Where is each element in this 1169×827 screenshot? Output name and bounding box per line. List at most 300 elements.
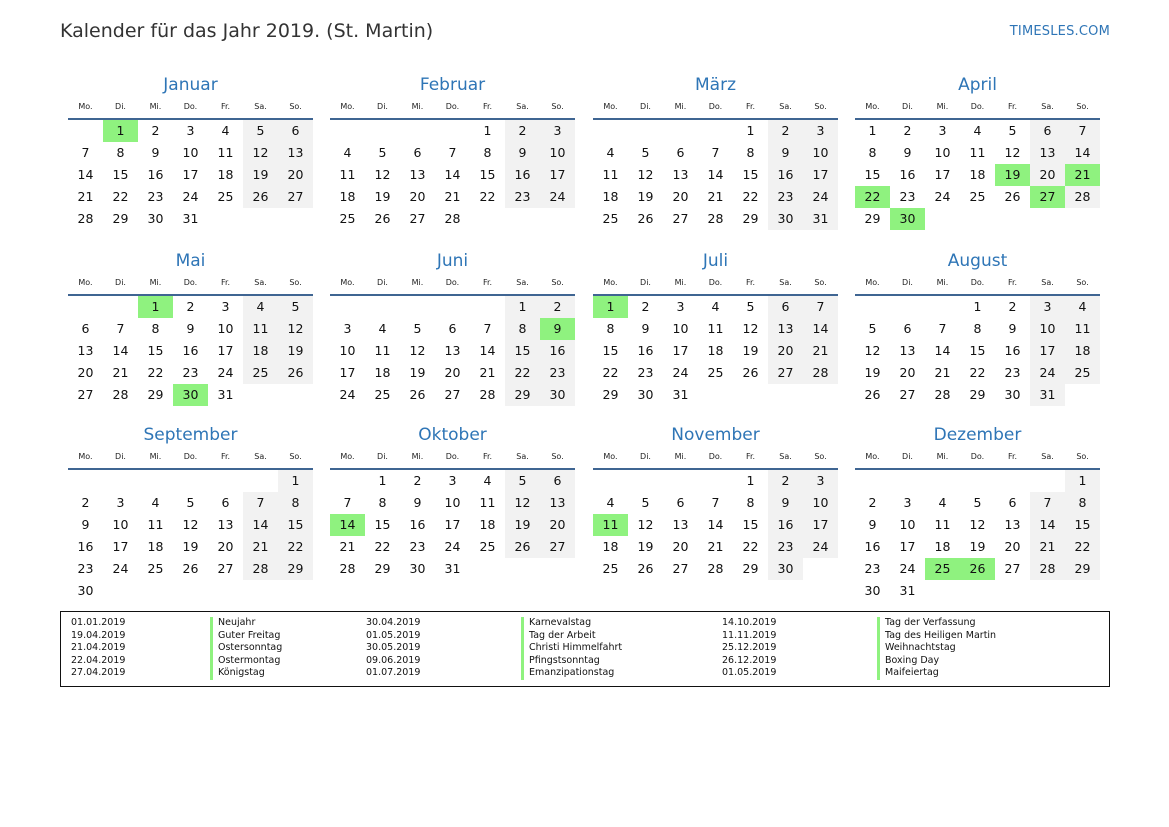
day-cell: 6	[1030, 120, 1065, 142]
day-cell: 20	[444, 365, 461, 380]
day-cell: 6	[448, 321, 457, 336]
week-row	[68, 558, 313, 580]
weekday-header	[330, 96, 575, 120]
day-cell: 4	[711, 299, 720, 314]
weekday-label: So.	[289, 278, 302, 287]
day-cell: 18	[602, 539, 619, 554]
day-cell: 12	[182, 517, 199, 532]
day-cell: 4	[483, 473, 492, 488]
day-cell: 10	[1030, 318, 1065, 340]
day-cell: 5	[746, 299, 755, 314]
weekday-label: Mo.	[603, 278, 618, 287]
weekday-label: Mo.	[603, 102, 618, 111]
day-cell: 22	[374, 539, 391, 554]
day-cell: 17	[899, 539, 916, 554]
day-cell: 22	[112, 189, 129, 204]
day-cell: 17	[803, 514, 838, 536]
day-cell: 10	[339, 343, 356, 358]
day-cell: 19	[278, 340, 313, 362]
month-juni	[330, 250, 575, 406]
empty-cell	[628, 470, 663, 492]
legend-date-column	[366, 617, 420, 680]
day-cell: 29	[374, 561, 391, 576]
weekday-label: Di.	[640, 102, 651, 111]
legend-date: 26.12.2019	[722, 654, 777, 666]
month-februar	[330, 74, 575, 230]
weekday-label: Mi.	[936, 452, 949, 461]
week-row	[330, 120, 575, 142]
week-row	[330, 384, 575, 406]
weekday-label: Fr.	[1007, 102, 1018, 111]
week-row	[855, 318, 1100, 340]
day-cell: 22	[278, 536, 313, 558]
day-cell: 7	[711, 145, 720, 160]
legend-date: 01.05.2019	[722, 667, 777, 679]
day-cell: 6	[413, 145, 422, 160]
empty-cell	[278, 384, 313, 406]
day-cell: 25	[1065, 362, 1100, 384]
day-cell: 21	[707, 189, 724, 204]
day-cell: 29	[505, 384, 540, 406]
week-row	[593, 142, 838, 164]
site-brand-link[interactable]: TIMESLES.COM	[1009, 24, 1110, 39]
empty-cell	[995, 580, 1030, 602]
day-cell: 13	[217, 517, 234, 532]
day-cell: 2	[81, 495, 90, 510]
legend-date: 30.05.2019	[366, 642, 421, 654]
day-cell: 22	[1065, 536, 1100, 558]
week-row	[330, 142, 575, 164]
day-cell: 30	[409, 561, 426, 576]
weekday-label: Di.	[115, 278, 126, 287]
month-november	[593, 424, 838, 580]
day-cell: 9	[903, 145, 912, 160]
empty-cell	[138, 580, 173, 602]
day-cell: 13	[1004, 517, 1021, 532]
day-cell: 30	[1004, 387, 1021, 402]
empty-cell	[593, 470, 628, 492]
weekday-label: Sa.	[1041, 278, 1054, 287]
empty-cell	[628, 120, 663, 142]
day-cell: 8	[505, 318, 540, 340]
weekday-label: Di.	[640, 278, 651, 287]
day-cell: 20	[217, 539, 234, 554]
day-cell: 10	[899, 517, 916, 532]
week-row	[330, 208, 575, 230]
day-cell: 6	[1008, 495, 1017, 510]
day-cell: 5	[413, 321, 422, 336]
month-name: September	[143, 425, 238, 445]
weekday-label: Fr.	[220, 102, 231, 111]
day-cell: 12	[969, 517, 986, 532]
empty-cell	[278, 208, 313, 230]
day-cell: 9	[641, 321, 650, 336]
empty-cell	[103, 580, 138, 602]
month-name: März	[695, 75, 736, 95]
day-cell: 21	[803, 340, 838, 362]
day-cell: 26	[505, 536, 540, 558]
day-cell: 17	[217, 343, 234, 358]
day-cell: 14	[330, 514, 365, 536]
day-cell: 7	[343, 495, 352, 510]
day-cell: 16	[864, 539, 881, 554]
empty-cell	[1065, 580, 1100, 602]
day-cell: 27	[540, 536, 575, 558]
week-row	[68, 164, 313, 186]
day-cell: 17	[934, 167, 951, 182]
day-cell: 23	[1004, 365, 1021, 380]
day-cell: 19	[637, 189, 654, 204]
day-cell: 26	[637, 211, 654, 226]
week-row	[68, 362, 313, 384]
day-cell: 11	[593, 514, 628, 536]
month-name: Oktober	[418, 425, 487, 445]
legend-holiday-name: Tag der Verfassung	[877, 617, 996, 630]
day-cell: 4	[1065, 296, 1100, 318]
day-cell: 8	[1065, 492, 1100, 514]
day-cell: 21	[77, 189, 94, 204]
day-cell: 22	[602, 365, 619, 380]
day-cell: 25	[602, 211, 619, 226]
day-cell: 28	[339, 561, 356, 576]
empty-cell	[505, 208, 540, 230]
day-cell: 22	[969, 365, 986, 380]
week-row	[68, 470, 313, 492]
day-cell: 4	[378, 321, 387, 336]
day-cell: 30	[768, 558, 803, 580]
day-cell: 22	[742, 539, 759, 554]
empty-cell	[103, 470, 138, 492]
day-cell: 24	[934, 189, 951, 204]
week-row	[68, 142, 313, 164]
weekday-label: Sa.	[254, 102, 267, 111]
week-row	[855, 514, 1100, 536]
day-cell: 18	[602, 189, 619, 204]
day-cell: 5	[243, 120, 278, 142]
day-cell: 2	[413, 473, 422, 488]
day-cell: 20	[899, 365, 916, 380]
weekday-label: Mo.	[78, 102, 93, 111]
day-cell: 11	[339, 167, 356, 182]
legend-holiday-name: Pfingstsonntag	[521, 655, 622, 668]
day-cell: 26	[864, 387, 881, 402]
day-cell: 12	[742, 321, 759, 336]
day-cell: 29	[742, 561, 759, 576]
day-cell: 26	[243, 186, 278, 208]
day-cell: 9	[540, 318, 575, 340]
day-cell: 7	[81, 145, 90, 160]
legend-date: 22.04.2019	[71, 654, 126, 666]
empty-cell	[173, 470, 208, 492]
legend-holiday-name: Maifeiertag	[877, 667, 996, 680]
day-cell: 23	[899, 189, 916, 204]
day-cell: 19	[742, 343, 759, 358]
day-cell: 17	[672, 343, 689, 358]
day-cell: 16	[409, 517, 426, 532]
week-row	[330, 296, 575, 318]
day-cell: 3	[1030, 296, 1065, 318]
day-cell: 4	[606, 145, 615, 160]
weekday-label: Mo.	[78, 278, 93, 287]
day-cell: 31	[182, 211, 199, 226]
empty-cell	[103, 296, 138, 318]
day-cell: 26	[278, 362, 313, 384]
week-row	[593, 186, 838, 208]
weekday-label: Sa.	[516, 452, 529, 461]
day-cell: 7	[803, 296, 838, 318]
week-row	[855, 142, 1100, 164]
day-cell: 19	[969, 539, 986, 554]
day-cell: 23	[540, 362, 575, 384]
day-cell: 12	[505, 492, 540, 514]
day-cell: 13	[768, 318, 803, 340]
day-cell: 25	[969, 189, 986, 204]
day-cell: 1	[505, 296, 540, 318]
empty-cell	[68, 296, 103, 318]
day-cell: 20	[1030, 164, 1065, 186]
week-row	[855, 492, 1100, 514]
weekday-label: Fr.	[745, 102, 756, 111]
legend-holiday-name: Christi Himmelfahrt	[521, 642, 622, 655]
day-cell: 21	[444, 189, 461, 204]
day-cell: 17	[803, 164, 838, 186]
empty-cell	[925, 470, 960, 492]
day-cell: 10	[672, 321, 689, 336]
day-cell: 31	[444, 561, 461, 576]
day-cell: 19	[995, 164, 1030, 186]
day-cell: 3	[803, 470, 838, 492]
day-cell: 11	[374, 343, 391, 358]
legend-holiday-name: Ostersonntag	[210, 642, 282, 655]
day-cell: 21	[707, 539, 724, 554]
day-cell: 28	[1030, 558, 1065, 580]
day-cell: 3	[186, 123, 195, 138]
empty-cell	[925, 580, 960, 602]
week-row	[593, 296, 838, 318]
day-cell: 9	[505, 142, 540, 164]
day-cell: 4	[243, 296, 278, 318]
day-cell: 25	[374, 387, 391, 402]
month-name: Mai	[175, 251, 206, 271]
weekday-label: So.	[289, 452, 302, 461]
day-cell: 30	[890, 208, 925, 230]
month-name: Dezember	[933, 425, 1022, 445]
empty-cell	[855, 296, 890, 318]
day-cell: 29	[864, 211, 881, 226]
day-cell: 22	[147, 365, 164, 380]
day-cell: 28	[1065, 186, 1100, 208]
weekday-header	[68, 96, 313, 120]
weekday-label: Fr.	[745, 278, 756, 287]
day-cell: 20	[278, 164, 313, 186]
weekday-label: So.	[814, 452, 827, 461]
week-row	[593, 558, 838, 580]
day-cell: 31	[1030, 384, 1065, 406]
legend-date: 01.01.2019	[71, 617, 126, 628]
day-cell: 2	[641, 299, 650, 314]
day-cell: 15	[479, 167, 496, 182]
day-cell: 7	[483, 321, 492, 336]
day-cell: 17	[339, 365, 356, 380]
legend-date: 09.06.2019	[366, 654, 421, 666]
day-cell: 1	[746, 473, 755, 488]
day-cell: 30	[77, 583, 94, 598]
day-cell: 16	[1004, 343, 1021, 358]
empty-cell	[925, 296, 960, 318]
day-cell: 10	[803, 142, 838, 164]
weekday-label: Mo.	[340, 452, 355, 461]
day-cell: 24	[899, 561, 916, 576]
empty-cell	[663, 120, 698, 142]
weekday-label: Di.	[115, 452, 126, 461]
day-cell: 14	[243, 514, 278, 536]
day-cell: 26	[409, 387, 426, 402]
weekday-label: Mi.	[936, 278, 949, 287]
empty-cell	[803, 558, 838, 580]
weekday-label: Di.	[902, 102, 913, 111]
day-cell: 20	[540, 514, 575, 536]
day-cell: 25	[217, 189, 234, 204]
day-cell: 5	[278, 296, 313, 318]
day-cell: 29	[112, 211, 129, 226]
empty-cell	[435, 120, 470, 142]
legend-holiday-name: Königstag	[210, 667, 282, 680]
day-cell: 10	[934, 145, 951, 160]
weekday-label: Mi.	[674, 278, 687, 287]
day-cell: 18	[374, 365, 391, 380]
empty-cell	[173, 580, 208, 602]
week-row	[855, 186, 1100, 208]
weekday-label: Do.	[183, 452, 198, 461]
weekday-label: Di.	[902, 452, 913, 461]
day-cell: 13	[899, 343, 916, 358]
day-cell: 14	[112, 343, 129, 358]
day-cell: 10	[217, 321, 234, 336]
day-cell: 14	[934, 343, 951, 358]
day-cell: 19	[182, 539, 199, 554]
day-cell: 9	[868, 517, 877, 532]
day-cell: 22	[742, 189, 759, 204]
day-cell: 23	[637, 365, 654, 380]
day-cell: 6	[676, 495, 685, 510]
day-cell: 28	[112, 387, 129, 402]
week-row	[68, 120, 313, 142]
day-cell: 2	[505, 120, 540, 142]
week-row	[68, 296, 313, 318]
day-cell: 1	[103, 120, 138, 142]
day-cell: 23	[768, 186, 803, 208]
weekday-header	[68, 272, 313, 296]
day-cell: 19	[243, 164, 278, 186]
day-cell: 15	[505, 340, 540, 362]
weekday-label: Mo.	[603, 452, 618, 461]
week-row	[855, 120, 1100, 142]
day-cell: 16	[637, 343, 654, 358]
day-cell: 23	[864, 561, 881, 576]
day-cell: 19	[637, 539, 654, 554]
empty-cell	[960, 208, 995, 230]
empty-cell	[243, 580, 278, 602]
day-cell: 11	[147, 517, 164, 532]
day-cell: 23	[409, 539, 426, 554]
day-cell: 29	[602, 387, 619, 402]
day-cell: 15	[1065, 514, 1100, 536]
empty-cell	[330, 296, 365, 318]
week-row	[593, 384, 838, 406]
day-cell: 8	[868, 145, 877, 160]
day-cell: 25	[339, 211, 356, 226]
legend-date: 01.07.2019	[366, 667, 421, 679]
empty-cell	[400, 296, 435, 318]
day-cell: 12	[374, 167, 391, 182]
week-row	[68, 514, 313, 536]
day-cell: 30	[637, 387, 654, 402]
day-cell: 3	[221, 299, 230, 314]
week-row	[68, 340, 313, 362]
day-cell: 18	[243, 340, 278, 362]
week-row	[330, 340, 575, 362]
empty-cell	[1030, 580, 1065, 602]
day-cell: 6	[903, 321, 912, 336]
day-cell: 6	[540, 470, 575, 492]
week-row	[68, 384, 313, 406]
legend-date-column	[71, 617, 125, 680]
empty-cell	[330, 470, 365, 492]
day-cell: 27	[672, 561, 689, 576]
weekday-label: Fr.	[482, 452, 493, 461]
day-cell: 30	[173, 384, 208, 406]
month-name: Februar	[419, 75, 486, 95]
day-cell: 24	[672, 365, 689, 380]
day-cell: 27	[217, 561, 234, 576]
day-cell: 17	[540, 164, 575, 186]
day-cell: 28	[243, 558, 278, 580]
day-cell: 12	[409, 343, 426, 358]
day-cell: 28	[444, 211, 461, 226]
empty-cell	[243, 208, 278, 230]
day-cell: 29	[278, 558, 313, 580]
day-cell: 12	[243, 142, 278, 164]
week-row	[330, 362, 575, 384]
day-cell: 9	[1008, 321, 1017, 336]
weekday-label: Do.	[445, 102, 460, 111]
day-cell: 27	[278, 186, 313, 208]
weekday-label: Mi.	[411, 102, 424, 111]
day-cell: 20	[768, 340, 803, 362]
day-cell: 18	[147, 539, 164, 554]
month-name: November	[671, 425, 760, 445]
day-cell: 28	[479, 387, 496, 402]
week-row	[330, 536, 575, 558]
weekday-label: So.	[289, 102, 302, 111]
month-märz	[593, 74, 838, 230]
week-row	[593, 536, 838, 558]
day-cell: 10	[182, 145, 199, 160]
day-cell: 22	[505, 362, 540, 384]
weekday-label: Mo.	[865, 452, 880, 461]
weekday-header	[68, 446, 313, 470]
day-cell: 16	[77, 539, 94, 554]
week-row	[593, 362, 838, 384]
day-cell: 1	[1065, 470, 1100, 492]
weekday-label: Mi.	[411, 452, 424, 461]
day-cell: 8	[378, 495, 387, 510]
month-juli	[593, 250, 838, 406]
weekday-label: So.	[1076, 452, 1089, 461]
legend-date: 30.04.2019	[366, 617, 421, 628]
day-cell: 13	[409, 167, 426, 182]
day-cell: 18	[339, 189, 356, 204]
